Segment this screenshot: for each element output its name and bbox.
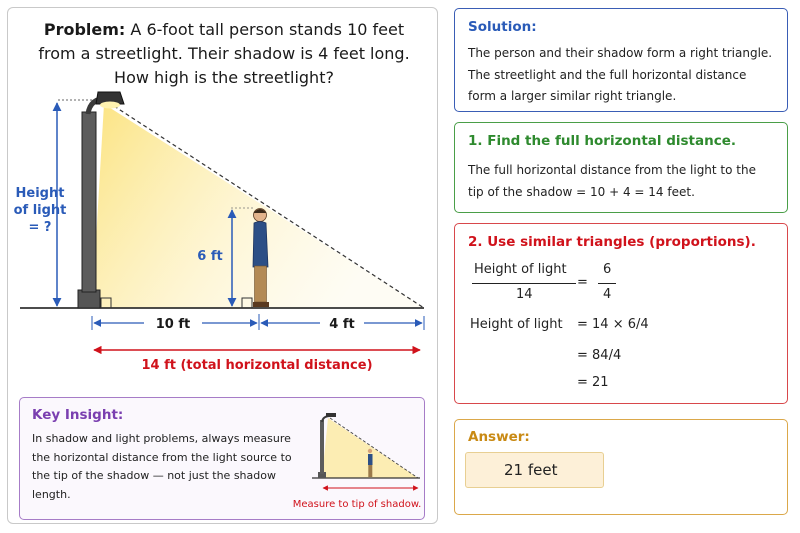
frac1-numerator: Height of light [474, 262, 567, 277]
solution-title: Solution: [468, 19, 537, 35]
solution-box [454, 8, 788, 112]
streetlight-diagram [8, 8, 439, 393]
step1-text [468, 159, 778, 203]
total-distance-label: 14 ft (total horizontal distance) [141, 358, 373, 373]
key-insight-box [19, 397, 425, 520]
answer-box [454, 419, 788, 515]
row4: = 21 [577, 375, 609, 390]
height-label-line-2: of light [13, 203, 67, 218]
frac-equals: = [577, 275, 588, 290]
frac2-line [598, 283, 616, 284]
problem-label: Problem: [43, 20, 126, 39]
height-label-line-1: Height [15, 186, 65, 201]
solution-line-3: form a larger similar right triangle. [468, 89, 677, 103]
problem-panel [7, 7, 438, 524]
step1-line-2: tip of the shadow = 10 + 4 = 14 feet. [468, 185, 695, 199]
step1-title: 1. Find the full horizontal distance. [468, 133, 736, 149]
frac1-denominator: 14 [516, 287, 533, 302]
answer-title: Answer: [468, 429, 530, 445]
frac2-denominator: 4 [603, 287, 612, 302]
solution-text [468, 43, 778, 108]
row3: = 84/4 [577, 348, 622, 363]
row2-lhs: Height of light [470, 317, 563, 332]
mini-caption: Measure to tip of shadow. [292, 499, 422, 510]
height-label-line-3: = ? [28, 220, 52, 235]
key-insight-line-2: the horizontal distance from the light source to [32, 450, 292, 464]
key-insight-title: Key Insight: [32, 407, 124, 423]
shadow-label: 4 ft [329, 317, 355, 332]
step1-line-1: The full horizontal distance from the light to the [468, 163, 756, 177]
problem-line-3: How high is the streetlight? [114, 68, 334, 87]
key-insight-line-3: the tip of the shadow — not just the shadow length. [32, 469, 276, 501]
frac2-numerator: 6 [603, 262, 612, 277]
answer-value: 21 feet [465, 452, 604, 488]
step2-box [454, 223, 788, 404]
problem-line-1: A 6-foot tall person stands 10 feet [130, 20, 405, 39]
person-height-label: 6 ft [197, 249, 223, 264]
step1-box [454, 122, 788, 213]
frac1-line [472, 283, 576, 284]
solution-line-2: The streetlight and the full horizontal distance [468, 67, 747, 82]
problem-line-2: from a streetlight. Their shadow is 4 feet long. [38, 44, 410, 63]
key-insight-line-1: In shadow and light problems, always measure [32, 432, 291, 445]
row2-rhs: = 14 × 6/4 [577, 317, 649, 332]
distance-label: 10 ft [155, 317, 191, 332]
solution-line-1: The person and their shadow form a right triangle. [468, 46, 773, 60]
step2-title: 2. Use similar triangles (proportions). [468, 234, 756, 250]
